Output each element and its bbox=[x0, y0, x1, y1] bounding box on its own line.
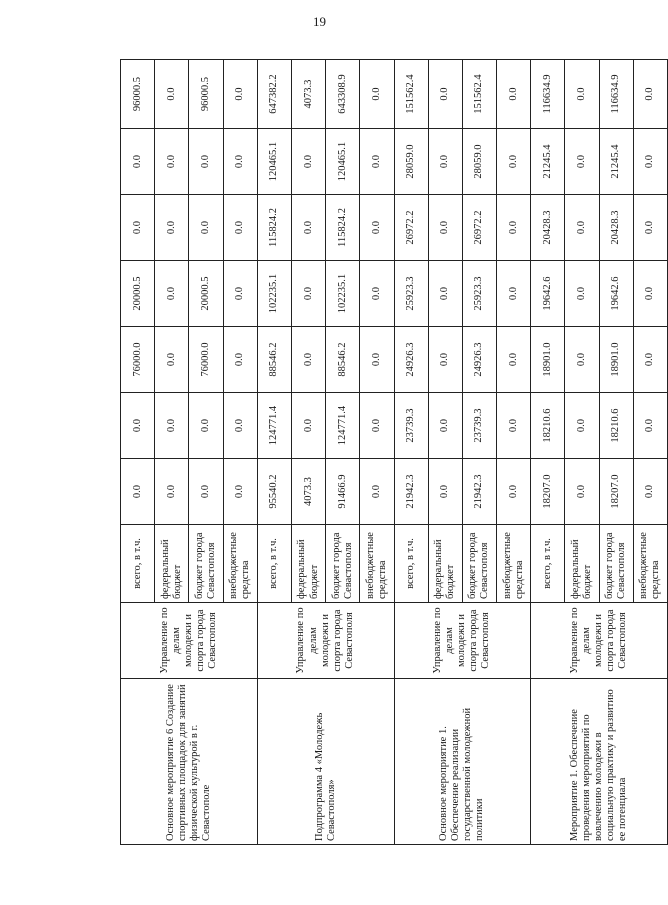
value-cell: 0.0 bbox=[189, 195, 223, 261]
total-value-cell: 96000.5 bbox=[121, 60, 155, 129]
funding-source-cell: бюджет города Севастополя bbox=[189, 525, 223, 603]
table-row bbox=[531, 60, 565, 845]
table-row bbox=[257, 60, 291, 845]
value-cell: 0.0 bbox=[428, 195, 462, 261]
value-cell: 18210.6 bbox=[531, 393, 565, 459]
value-cell: 18207.0 bbox=[599, 459, 633, 525]
value-cell: 0.0 bbox=[565, 393, 599, 459]
funding-source-cell: всего, в т.ч. bbox=[121, 525, 155, 603]
value-cell: 0.0 bbox=[223, 327, 257, 393]
value-cell: 0.0 bbox=[497, 393, 531, 459]
value-cell: 120465.1 bbox=[326, 129, 360, 195]
value-cell: 0.0 bbox=[121, 129, 155, 195]
executor-cell: Управление по делам молодежи и спорта города Севастополя bbox=[394, 603, 531, 679]
value-cell: 0.0 bbox=[223, 459, 257, 525]
value-cell: 0.0 bbox=[223, 261, 257, 327]
value-cell: 19642.6 bbox=[599, 261, 633, 327]
funding-source-cell: федеральный бюджет bbox=[291, 525, 325, 603]
funding-source-cell: бюджет города Севастополя bbox=[326, 525, 360, 603]
value-cell: 0.0 bbox=[565, 129, 599, 195]
value-cell: 0.0 bbox=[633, 459, 667, 525]
value-cell: 76000.0 bbox=[121, 327, 155, 393]
value-cell: 21245.4 bbox=[531, 129, 565, 195]
value-cell: 0.0 bbox=[121, 393, 155, 459]
executor-cell: Управление по делам молодежи и спорта города Севастополя bbox=[531, 603, 668, 679]
value-cell: 18210.6 bbox=[599, 393, 633, 459]
value-cell: 102235.1 bbox=[257, 261, 291, 327]
total-value-cell: 151562.4 bbox=[394, 60, 428, 129]
event-name-cell: Подпрограмма 4 «Молодежь Севастополя» bbox=[257, 679, 394, 845]
total-value-cell: 0.0 bbox=[155, 60, 189, 129]
value-cell: 0.0 bbox=[360, 393, 394, 459]
value-cell: 20428.3 bbox=[531, 195, 565, 261]
funding-source-cell: федеральный бюджет bbox=[428, 525, 462, 603]
value-cell: 0.0 bbox=[428, 459, 462, 525]
value-cell: 20000.5 bbox=[189, 261, 223, 327]
value-cell: 0.0 bbox=[633, 327, 667, 393]
total-value-cell: 643308.9 bbox=[326, 60, 360, 129]
total-value-cell: 0.0 bbox=[223, 60, 257, 129]
value-cell: 0.0 bbox=[223, 393, 257, 459]
event-name-cell: Основное мероприятие 1. Обеспечение реализации государственной молодежной политики bbox=[394, 679, 531, 845]
value-cell: 0.0 bbox=[155, 261, 189, 327]
value-cell: 0.0 bbox=[291, 327, 325, 393]
value-cell: 115824.2 bbox=[257, 195, 291, 261]
value-cell: 0.0 bbox=[291, 195, 325, 261]
value-cell: 0.0 bbox=[497, 195, 531, 261]
table-row bbox=[394, 60, 428, 845]
value-cell: 88546.2 bbox=[257, 327, 291, 393]
value-cell: 91466.9 bbox=[326, 459, 360, 525]
value-cell: 0.0 bbox=[155, 327, 189, 393]
total-value-cell: 151562.4 bbox=[462, 60, 496, 129]
value-cell: 0.0 bbox=[497, 129, 531, 195]
funding-source-cell: всего, в т.ч. bbox=[257, 525, 291, 603]
funding-source-cell: внебюджетные средства bbox=[633, 525, 667, 603]
value-cell: 19642.6 bbox=[531, 261, 565, 327]
value-cell: 0.0 bbox=[189, 459, 223, 525]
value-cell: 0.0 bbox=[223, 195, 257, 261]
value-cell: 0.0 bbox=[428, 327, 462, 393]
event-name-cell: Мероприятие 1. Обеспечение проведения мероприятий по вовлечению молодежи в социальную практику и развитию ее потенциала bbox=[531, 679, 668, 845]
total-value-cell: 0.0 bbox=[497, 60, 531, 129]
value-cell: 21245.4 bbox=[599, 129, 633, 195]
total-value-cell: 0.0 bbox=[428, 60, 462, 129]
funding-source-cell: федеральный бюджет bbox=[565, 525, 599, 603]
value-cell: 0.0 bbox=[121, 195, 155, 261]
value-cell: 26972.2 bbox=[462, 195, 496, 261]
value-cell: 0.0 bbox=[360, 459, 394, 525]
funding-source-cell: бюджет города Севастополя bbox=[599, 525, 633, 603]
value-cell: 0.0 bbox=[155, 393, 189, 459]
value-cell: 18901.0 bbox=[599, 327, 633, 393]
value-cell: 20428.3 bbox=[599, 195, 633, 261]
funding-source-cell: бюджет города Севастополя bbox=[462, 525, 496, 603]
value-cell: 95540.2 bbox=[257, 459, 291, 525]
total-value-cell: 0.0 bbox=[633, 60, 667, 129]
value-cell: 0.0 bbox=[189, 129, 223, 195]
value-cell: 0.0 bbox=[189, 393, 223, 459]
value-cell: 0.0 bbox=[155, 129, 189, 195]
value-cell: 0.0 bbox=[497, 261, 531, 327]
value-cell: 24926.3 bbox=[462, 327, 496, 393]
table-row bbox=[121, 60, 155, 845]
funding-source-cell: внебюджетные средства bbox=[497, 525, 531, 603]
funding-source-cell: всего, в т.ч. bbox=[531, 525, 565, 603]
value-cell: 18207.0 bbox=[531, 459, 565, 525]
value-cell: 0.0 bbox=[565, 261, 599, 327]
value-cell: 88546.2 bbox=[326, 327, 360, 393]
value-cell: 25923.3 bbox=[462, 261, 496, 327]
value-cell: 4073.3 bbox=[291, 459, 325, 525]
rotated-table-area bbox=[120, 60, 668, 845]
value-cell: 25923.3 bbox=[394, 261, 428, 327]
value-cell: 0.0 bbox=[121, 459, 155, 525]
value-cell: 24926.3 bbox=[394, 327, 428, 393]
event-name-cell: Основное мероприятие 6 Создание спортивных площадок для занятий физической культурой в г. Севастополе bbox=[121, 679, 258, 845]
value-cell: 0.0 bbox=[497, 327, 531, 393]
value-cell: 0.0 bbox=[428, 393, 462, 459]
value-cell: 23739.3 bbox=[462, 393, 496, 459]
total-value-cell: 0.0 bbox=[565, 60, 599, 129]
value-cell: 23739.3 bbox=[394, 393, 428, 459]
table-wrapper bbox=[120, 60, 668, 845]
total-value-cell: 96000.5 bbox=[189, 60, 223, 129]
value-cell: 76000.0 bbox=[189, 327, 223, 393]
value-cell: 0.0 bbox=[360, 129, 394, 195]
value-cell: 0.0 bbox=[497, 459, 531, 525]
value-cell: 0.0 bbox=[633, 129, 667, 195]
funding-source-cell: всего, в т.ч. bbox=[394, 525, 428, 603]
total-value-cell: 647382.2 bbox=[257, 60, 291, 129]
total-value-cell: 4073.3 bbox=[291, 60, 325, 129]
total-value-cell: 0.0 bbox=[360, 60, 394, 129]
value-cell: 0.0 bbox=[565, 195, 599, 261]
value-cell: 0.0 bbox=[291, 393, 325, 459]
total-value-cell: 116634.9 bbox=[531, 60, 565, 129]
page-number: 19 bbox=[313, 14, 326, 29]
value-cell: 124771.4 bbox=[257, 393, 291, 459]
value-cell: 20000.5 bbox=[121, 261, 155, 327]
value-cell: 0.0 bbox=[223, 129, 257, 195]
value-cell: 102235.1 bbox=[326, 261, 360, 327]
funding-source-cell: внебюджетные средства bbox=[223, 525, 257, 603]
value-cell: 28059.0 bbox=[394, 129, 428, 195]
value-cell: 0.0 bbox=[565, 327, 599, 393]
total-value-cell: 116634.9 bbox=[599, 60, 633, 129]
value-cell: 0.0 bbox=[565, 459, 599, 525]
executor-cell: Управление по делам молодежи и спорта города Севастополя bbox=[257, 603, 394, 679]
value-cell: 0.0 bbox=[291, 261, 325, 327]
value-cell: 0.0 bbox=[428, 261, 462, 327]
value-cell: 0.0 bbox=[633, 393, 667, 459]
value-cell: 0.0 bbox=[360, 195, 394, 261]
budget-table bbox=[120, 59, 668, 845]
value-cell: 115824.2 bbox=[326, 195, 360, 261]
value-cell: 0.0 bbox=[360, 327, 394, 393]
value-cell: 0.0 bbox=[633, 195, 667, 261]
value-cell: 18901.0 bbox=[531, 327, 565, 393]
value-cell: 21942.3 bbox=[394, 459, 428, 525]
value-cell: 26972.2 bbox=[394, 195, 428, 261]
value-cell: 124771.4 bbox=[326, 393, 360, 459]
value-cell: 21942.3 bbox=[462, 459, 496, 525]
value-cell: 0.0 bbox=[360, 261, 394, 327]
value-cell: 0.0 bbox=[633, 261, 667, 327]
value-cell: 0.0 bbox=[291, 129, 325, 195]
value-cell: 120465.1 bbox=[257, 129, 291, 195]
value-cell: 28059.0 bbox=[462, 129, 496, 195]
value-cell: 0.0 bbox=[155, 459, 189, 525]
value-cell: 0.0 bbox=[155, 195, 189, 261]
funding-source-cell: внебюджетные средства bbox=[360, 525, 394, 603]
value-cell: 0.0 bbox=[428, 129, 462, 195]
executor-cell: Управление по делам молодежи и спорта города Севастополя bbox=[121, 603, 258, 679]
funding-source-cell: федеральный бюджет bbox=[155, 525, 189, 603]
